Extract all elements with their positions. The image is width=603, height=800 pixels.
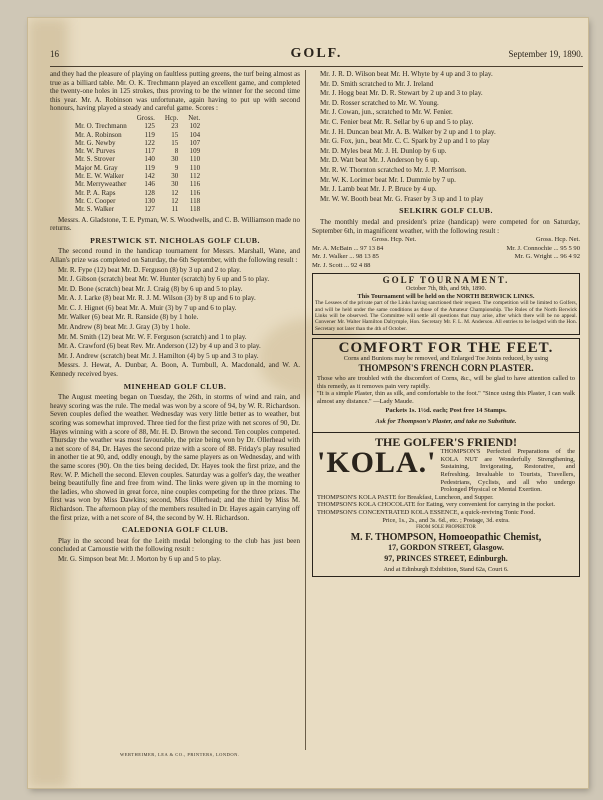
score-row [70, 131, 205, 139]
prestwick-heading: PRESTWICK ST. NICHOLAS GOLF CLUB. [90, 235, 260, 245]
score-cell: 110 [189, 155, 201, 164]
ad2-exhib: And at Edinburgh Exhibition, Stand 62a, Court 6. [383, 565, 509, 573]
printer-footer: WERTHEIMER, LEA & CO., PRINTERS, LONDON. [120, 752, 240, 757]
scores-table [70, 114, 205, 214]
selkirk-entry: Mr. G. Wright ... 96 4 92 [514, 253, 580, 261]
match-result: Mr. R. W. Thornton scratched to Mr. J. P. Morrison. [320, 165, 467, 174]
prestwick-intro: The second round in the handicap tournament for Messrs. Marshall, Wane, and Allan's prize was completed on Saturday, the 6th September, with the following result : [50, 247, 300, 264]
ad2-line: THOMPSON'S CONCENTRATED KOLA ESSENCE, a quick-reviving Tonic Food. [317, 508, 536, 516]
selkirk-headers-right: Gross. Hcp. Net. [535, 236, 580, 244]
score-row [70, 205, 205, 213]
selkirk-entry: Mr. A. McBain ... 97 13 84 [312, 244, 384, 252]
score-cell: Mr. C. Cooper [75, 196, 116, 205]
ad2-name: M. F. THOMPSON, Homoeopathic Chemist, [350, 531, 542, 543]
selkirk-entry: Mr. J. Walker ... 98 13 85 [312, 253, 379, 261]
kola-block [317, 448, 575, 494]
ad2-price: Price, 1s., 2s., and 3s. 6d., etc. ; Postage, 3d. extra. [382, 516, 510, 524]
score-cell: 30 [171, 180, 179, 189]
score-cell: 140 [144, 155, 155, 164]
score-row [70, 139, 205, 147]
score-header: Net. [188, 113, 201, 122]
column-divider [305, 70, 306, 750]
score-cell: Mr. G. Newby [75, 138, 116, 147]
score-row [70, 155, 205, 163]
selkirk-heading: SELKIRK GOLF CLUB. [399, 206, 493, 216]
score-cell: 146 [144, 180, 155, 189]
score-cell: 8 [174, 147, 179, 156]
score-row [70, 197, 205, 205]
score-cell: 9 [174, 163, 179, 172]
match-result: Mr. C. Fenier beat Mr. R. Sellar by 6 up and 5 to play. [320, 117, 474, 126]
match-result: Mr. J. R. D. Wilson beat Mr. H. Whyte by 4 up and 3 to play. [320, 70, 493, 78]
match-result: Mr. J. H. Duncan beat Mr. A. B. Walker by 2 up and 1 to play. [320, 127, 496, 136]
score-cell: Major M. Gray [75, 163, 118, 172]
score-cell: Mr. P. A. Raps [75, 188, 116, 197]
score-row [70, 189, 205, 197]
prestwick-results [50, 266, 300, 379]
score-cell: 30 [171, 172, 179, 181]
score-cell: 119 [144, 163, 155, 172]
score-cell: 11 [171, 205, 179, 214]
match-result: Mr. W. W. Booth beat Mr. G. Fraser by 3 up and 1 to play [320, 194, 484, 203]
score-cell: Mr. E. W. Walker [75, 172, 124, 181]
score-cell: 110 [189, 163, 201, 172]
match-result: Mr. G. Fox, jun., beat Mr. C. C. Spark by 2 up and 1 to play [320, 137, 490, 146]
minehead-text: The August meeting began on Tuesday, the 26th, in storms of wind and rain, and heavy scoring was the rule. The medal was won by a score of 94, by W. R. Richardson. Seven couples defied the weather. Wednesday was very little better as to weather, but scoring was somewhat improved. Three tied for the first prize with net scores of 90, Dr. Hayes winning with a score of 88, Mr. H. D. Brown the second. Ten couples competed. Thursday the weather was most favourable, the prize being won by Dr. Ollerhead with a net score of 84, Dr. Hayes the second prize with a score of 88. Friday's play resulted in another tie at 90, and, oddly enough, by the same players as on Wednesday, and with the same scores (90). On the ties being decided, Dr. Hayes took the first prize, and the Rev. W. P. Michell the second. Eleven couples. Saturday was a golfer's day, the weather being beautifully fine and free from wind. The links were given up in the morning to the ladies, who showed in great force, nine couples competing for the three prizes. The first was won by Miss Dawkins; second, Miss Ollerhead; and the third by Miss M. Richardson. The afternoon play of the members resulted in Dr. Hayes again carrying off the first prize, with a net score of 84, the second by W. H. Richardson. [50, 393, 300, 522]
caledonia-heading: CALEDONIA GOLF CLUB. [121, 525, 229, 535]
score-cell: 127 [144, 205, 155, 214]
left-column [50, 70, 300, 565]
score-cell: 125 [144, 122, 155, 131]
ad2-title: THE GOLFER'S FRIEND! [374, 434, 518, 449]
score-cell: 122 [144, 138, 155, 147]
score-row [70, 147, 205, 155]
score-cell: 15 [171, 130, 179, 139]
score-cell: Mr. O. Trechmann [75, 122, 127, 131]
score-cell: Mr. S. Walker [75, 205, 114, 214]
score-row [70, 172, 205, 180]
kola-ad [312, 433, 580, 578]
score-header: Hcp. [164, 113, 179, 122]
tournament-line: This Tournament will be held on the NORTH BERWICK LINKS. [357, 292, 535, 300]
score-cell: 116 [189, 180, 201, 189]
prestwick-result: Mr. D. Bone (scratch) beat Mr. J. Craig (8) by 6 up and 5 to play. [58, 284, 243, 293]
ad2-from: FROM SOLE PROPRIETOR [416, 525, 476, 531]
prestwick-result: Messrs. J. Hewat, A. Dunbar, A. Boon, A. Turnbull, A. Macdonald, and W. A. Kennedy received byes. [50, 361, 300, 379]
score-cell: 15 [171, 138, 179, 147]
prestwick-result: Mr. C. J. Hignet (6) beat Mr. A. Muir (3) by 7 up and 6 to play. [58, 303, 237, 312]
prestwick-result: Mr. Walker (6) beat Mr. R. Ranside (8) by 1 hole. [58, 313, 199, 322]
ad1-quote: "It is a simple Plaster, thin as silk, and comfortable to the foot." "Since using this Plaster, I can walk almost any distance." —Lady Maude. [317, 390, 575, 405]
selkirk-row [312, 262, 580, 271]
prestwick-result: Mr. A. Crawford (6) beat Rev. Mr. Anderson (12) by 4 up and 3 to play. [58, 342, 261, 351]
ad1-tag: Ask for Thompson's Plaster, and take no Substitute. [375, 418, 517, 426]
selkirk-entry: Mr. J. Scott ... 92 4 88 [312, 261, 371, 269]
caledonia-text: Play in the second beat for the Leith medal belonging to the club has just been concluded at Carnoustie with the following result : [50, 536, 300, 554]
score-cell: 130 [144, 196, 155, 205]
score-cell: 118 [189, 196, 201, 205]
score-cell: Mr. Merryweather [75, 180, 127, 189]
score-cell: 107 [189, 138, 201, 147]
ad1-sub: Corns and Bunions may be removed, and Enlarged Toe Joints reduced, by using [343, 354, 549, 362]
prestwick-result: Mr. A. J. Larke (8) beat Mr. R. J. M. Wilson (3) by 8 up and 6 to play. [58, 294, 256, 303]
score-cell: 119 [144, 130, 155, 139]
score-cell: Mr. S. Strover [75, 155, 115, 164]
corn-plaster-ad [312, 338, 580, 432]
ad2-text: THOMPSON'S Perfected Preparations of the KOLA NUT are Wonderfully Strengthening, Sustaining, Invigorating, Restorative, and Refreshing. Invaluable to Tourists, Travellers, Pedestrians, Cyclists, and all who undergo Prolonged Physical or Mental Exertion. [440, 448, 575, 494]
tournament-title: GOLF TOURNAMENT. [382, 275, 510, 286]
caledonia-result: Mr. G. Simpson beat Mr. J. Morton by 6 up and 5 to play. [58, 554, 222, 563]
score-header [70, 114, 132, 122]
ad1-price: Packets 1s. 1½d. each; Post free 14 Stamps. [385, 407, 507, 415]
right-column [312, 70, 580, 577]
ad1-title: COMFORT FOR THE FEET. [338, 340, 554, 357]
page-number: 16 [50, 49, 59, 59]
intro-paragraph: and they had the pleasure of playing on faultless putting greens, the turf being almost as true as a billiard table. Mr. O. K. Trechmann played an excellent game, and completed the twenty-one holes in 125 strokes, thus proving to be the winner for the second time this year. Mr. A. Robinson was unfortunate, again having to put up with second honours, having played a steady and careful game. Scores : [50, 70, 300, 113]
match-result: Mr. J. Lamb beat Mr. J. P. Bruce by 4 up. [320, 185, 437, 194]
ad1-product: THOMPSON'S FRENCH CORN PLASTER. [358, 363, 534, 374]
selkirk-text: The monthly medal and president's prize (handicap) were competed for on Saturday, September 6th, in magnificent weather, with the following result : [312, 217, 580, 235]
score-cell: 104 [189, 130, 201, 139]
match-result: Mr. D. Rosser scratched to Mr. W. Young. [320, 98, 439, 107]
prestwick-result: Mr. M. Smith (12) beat Mr. W. F. Ferguson (scratch) and 1 to play. [58, 332, 247, 341]
tournament-text: The Lessees of the private part of the Links having sanctioned their request. The competition will be limited to Golfers, and will be held under the same conditions as those of the Amateur Championship. The Rules of the North Berwick Links will be observed. The Committee will settle all questions that may arise, after which there will be no appeal. Convener Mr. Walter Hamilton Dalrymple, Hon. Secretary Mr. F. L. M. Anderson. All entries to be lodged with the Hon. Secretary not later than the 4th of October. [315, 300, 577, 332]
match-result: Mr. D. Smith scratched to Mr. J. Ireland [320, 79, 434, 88]
score-cell: 30 [171, 155, 179, 164]
selkirk-entry: Mr. J. Connochie ... 95 5 90 [506, 244, 580, 252]
selkirk-row [312, 245, 580, 254]
issue-date: September 19, 1890. [508, 49, 583, 59]
score-row [70, 180, 205, 188]
score-row [70, 122, 205, 130]
score-cell: 142 [144, 172, 155, 181]
match-result: Mr. J. Hogg beat Mr. D. R. Stewart by 2 up and 3 to play. [320, 89, 483, 98]
match-result: Mr. D. Myles beat Mr. J. H. Dunlop by 6 up. [320, 146, 447, 155]
score-cell: 112 [189, 172, 201, 181]
kola-word: 'KOLA.' [317, 446, 437, 480]
score-cell: 12 [171, 196, 179, 205]
score-cell: 128 [144, 188, 155, 197]
match-result: Mr. J. Cowan, jun., scratched to Mr. W. Fenier. [320, 108, 453, 117]
score-cell: 12 [171, 188, 179, 197]
publication-title: GOLF. [290, 46, 343, 61]
tournament-date: October 7th, 8th, and 9th, 1890. [405, 285, 487, 293]
prestwick-result: Mr. Andrew (8) beat Mr. J. Gray (3) by 1 hole. [58, 323, 190, 332]
match-result: Mr. D. Watt beat Mr. J. Anderson by 6 up. [320, 156, 440, 165]
ad2-addr1: 17, GORDON STREET, Glasgow. [388, 543, 504, 553]
ad2-line: THOMPSON'S KOLA PASTE for Breakfast, Luncheon, and Supper. [317, 493, 494, 501]
score-cell: 23 [171, 122, 179, 131]
score-row [70, 164, 205, 172]
no-returns: Messrs. A. Gladstone, T. E. Pyman, W. S. Woodwells, and C. B. Williamson made no returns. [50, 215, 300, 233]
score-cell: Mr. A. Robinson [75, 130, 122, 139]
header-rule [50, 66, 583, 67]
tournament-notice [312, 273, 580, 335]
score-cell: 117 [144, 147, 155, 156]
match-result: Mr. W. K. Lorimer beat Mr. I. Dummie by 7 up. [320, 175, 456, 184]
ad2-addr2: 97, PRINCES STREET, Edinburgh. [384, 553, 508, 563]
prestwick-result: Mr. J. Gibson (scratch) beat Mr. W. Hunter (scratch) by 6 up and 5 to play. [58, 275, 270, 284]
page-header [50, 46, 583, 66]
match-results [312, 70, 580, 203]
ad1-text: Those who are troubled with the discomfort of Corns, &c., will be glad to have attention called to this remedy, as it removes pain very rapidly. [317, 375, 575, 390]
ad2-line: THOMPSON'S KOLA CHOCOLATE for Eating, very convenient for carrying in the pocket. [317, 501, 556, 509]
score-cell: 116 [189, 188, 201, 197]
selkirk-headers-row [312, 236, 580, 245]
selkirk-headers-left: Gross. Hcp. Net. [372, 236, 417, 244]
prestwick-result: Mr. R. Fype (12) beat Mr. D. Ferguson (8) by 3 up and 2 to play. [58, 265, 242, 274]
score-cell: 102 [189, 122, 201, 131]
score-cell: 109 [189, 147, 201, 156]
minehead-heading: MINEHEAD GOLF CLUB. [123, 381, 227, 391]
prestwick-result: Mr. J. Andrew (scratch) beat Mr. J. Hamilton (4) by 5 up and 3 to play. [58, 351, 259, 360]
score-cell: Mr. W. Purves [75, 147, 116, 156]
score-cell: 118 [189, 205, 201, 214]
selkirk-row [312, 253, 580, 262]
score-header: Gross. [136, 113, 155, 122]
